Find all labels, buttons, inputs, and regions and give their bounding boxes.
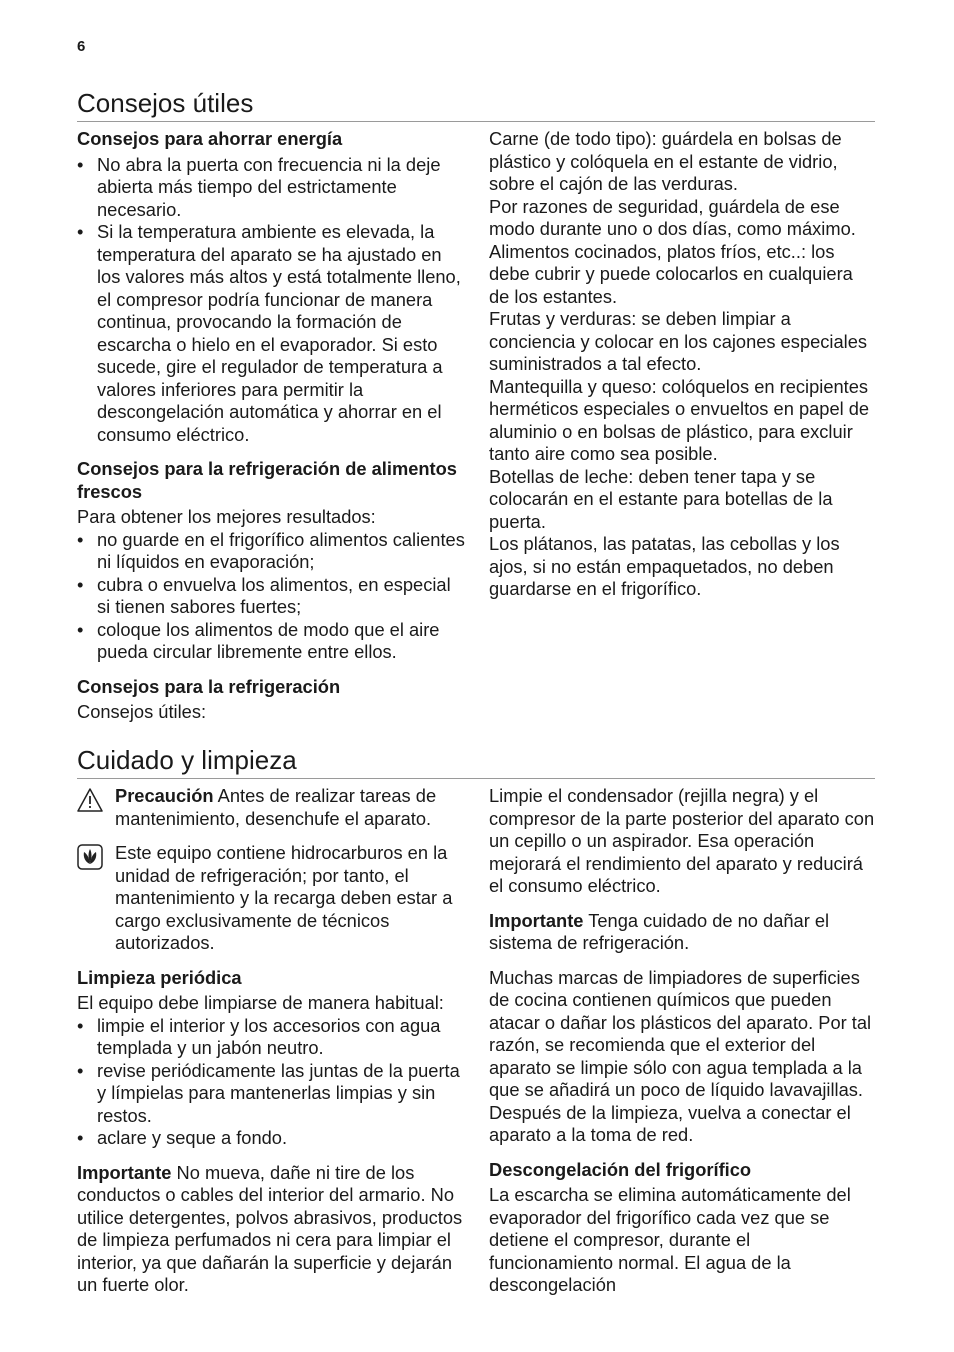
paragraph-meat: Carne (de todo tipo): guárdela en bolsas de plástico y colóquela en el estante de vidrio, sobre el cajón de las verduras. [489,128,842,194]
paragraph-butter: Mantequilla y queso: colóquelos en recipientes herméticos especiales o envueltos en papel de aluminio o en bolsas de plástico, para excluir tanto aire como sea posible. [489,375,870,464]
periodic-intro: El equipo debe limpiarse de manera habitual: [77,992,444,1013]
list-item: • revise periódicamente las juntas de la puerta y límpielas para mantenerlas limpias y sin restos. [77,1060,467,1128]
list-item: • Si la temperatura ambiente es elevada, la temperatura del aparato se ha ajustado en los valores más altos y está totalmente lleno, el compresor podría funcionar de manera continua, provocando la formación de escarcha o hielo en el evaporador. Si esto sucede, gire el regulador de temperatura a valores inferiores para permitir la descongelación automática y ahorrar en el consumo eléctrico. [77,221,467,446]
defrost-paragraph: La escarcha se elimina automáticamente del evaporador del frigorífico cada vez que se detiene el compresor, durante el funcionamiento normal. El agua de la descongelación [489,1184,851,1295]
cuidado-left-column [77,785,467,1297]
important-lead: Importante [489,909,584,931]
environment-leaf-icon [77,844,103,870]
cuidado-right-column [489,785,877,1297]
fresh-list [77,529,467,664]
consejos-right-column [489,128,877,601]
list-item: • aclare y seque a fondo. [77,1127,467,1150]
cleaners-paragraph: Muchas marcas de limpiadores de superficies de cocina contienen químicos que pueden atacar o dañar los plásticos del aparato. Por tal razón, se recomienda que el exterior del aparato se limpie sólo con agua templada a la que se añadirá un poco de líquido lavavajillas. [489,966,872,1100]
list-item: • no guarde en el frigorífico alimentos calientes ni líquidos en evaporación; [77,529,467,574]
paragraph-bananas: Los plátanos, las patatas, las cebollas y los ajos, si no están empaquetados, no deben guardarse en el frigorífico. [489,533,840,599]
defrost-heading: Descongelación del frigorífico [489,1158,752,1180]
environment-text: Este equipo contiene hidrocarburos en la unidad de refrigeración; por tanto, el mantenimiento y la recarga deben estar a cargo exclusivamente de técnicos autorizados. [115,842,453,953]
important-right [489,910,877,955]
energy-heading: Consejos para ahorrar energía [77,128,343,149]
cooling-heading: Consejos para la refrigeración [77,675,341,697]
list-item: • coloque los alimentos de modo que el aire pueda circular libremente entre ellos. [77,619,467,664]
important-text: No mueva, dañe ni tire de los conductos o cables del interior del armario. No utilice detergentes, polvos abrasivos, productos de limpieza perfumados ni cera para limpiar el interior, ya que dañarán la superficie y dejarán un fuerte olor. [77,1161,463,1295]
caution-lead: Precaución [115,785,214,806]
paragraph-cooked: Alimentos cocinados, platos fríos, etc..: los debe cubrir y puede colocarlos en cualquiera de los estantes. [489,240,853,307]
important-left [77,1162,467,1297]
paragraph-milk: Botellas de leche: deben tener tapa y se colocarán en el estante para botellas de la puerta. [489,465,833,532]
caution-text: Antes de realizar tareas de mantenimiento, desenchufe el aparato. [115,785,437,829]
consejos-left-column [77,128,467,724]
page-number: 6 [77,38,86,55]
important-lead: Importante [77,1161,172,1183]
periodic-list [77,1015,467,1150]
condenser-paragraph: Limpie el condensador (rejilla negra) y el compresor de la parte posterior del aparato con un cepillo o un aspirador. Esa operación mejorará el rendimiento del aparato y reducirá el consumo eléctrico. [489,785,875,896]
energy-list [77,154,467,447]
important-text: Tenga cuidado de no dañar el sistema de refrigeración. [489,909,830,953]
paragraph-fruit: Frutas y verduras: se deben limpiar a conciencia y colocar en los cajones especiales suministrados a tal efecto. [489,308,868,374]
environment-note [77,842,467,955]
after-cleaning-paragraph: Después de la limpieza, vuelva a conectar el aparato a la toma de red. [489,1101,851,1145]
list-item: • limpie el interior y los accesorios con agua templada y un jabón neutro. [77,1015,467,1060]
cooling-text: Consejos útiles: [77,701,207,722]
fresh-heading: Consejos para la refrigeración de alimentos frescos [77,458,457,502]
list-item: • No abra la puerta con frecuencia ni la deje abierta más tiempo del estrictamente necesario. [77,154,467,222]
fresh-intro: Para obtener los mejores resultados: [77,506,376,527]
section-title-consejos: Consejos útiles [77,88,875,122]
warning-triangle-icon [77,787,103,813]
caution-note [77,785,467,830]
list-item: • cubra o envuelva los alimentos, en especial si tienen sabores fuertes; [77,574,467,619]
paragraph-safety: Por razones de seguridad, guárdela de ese modo durante uno o dos días, como máximo. [489,195,856,239]
section-title-cuidado: Cuidado y limpieza [77,745,875,779]
periodic-heading: Limpieza periódica [77,966,242,988]
